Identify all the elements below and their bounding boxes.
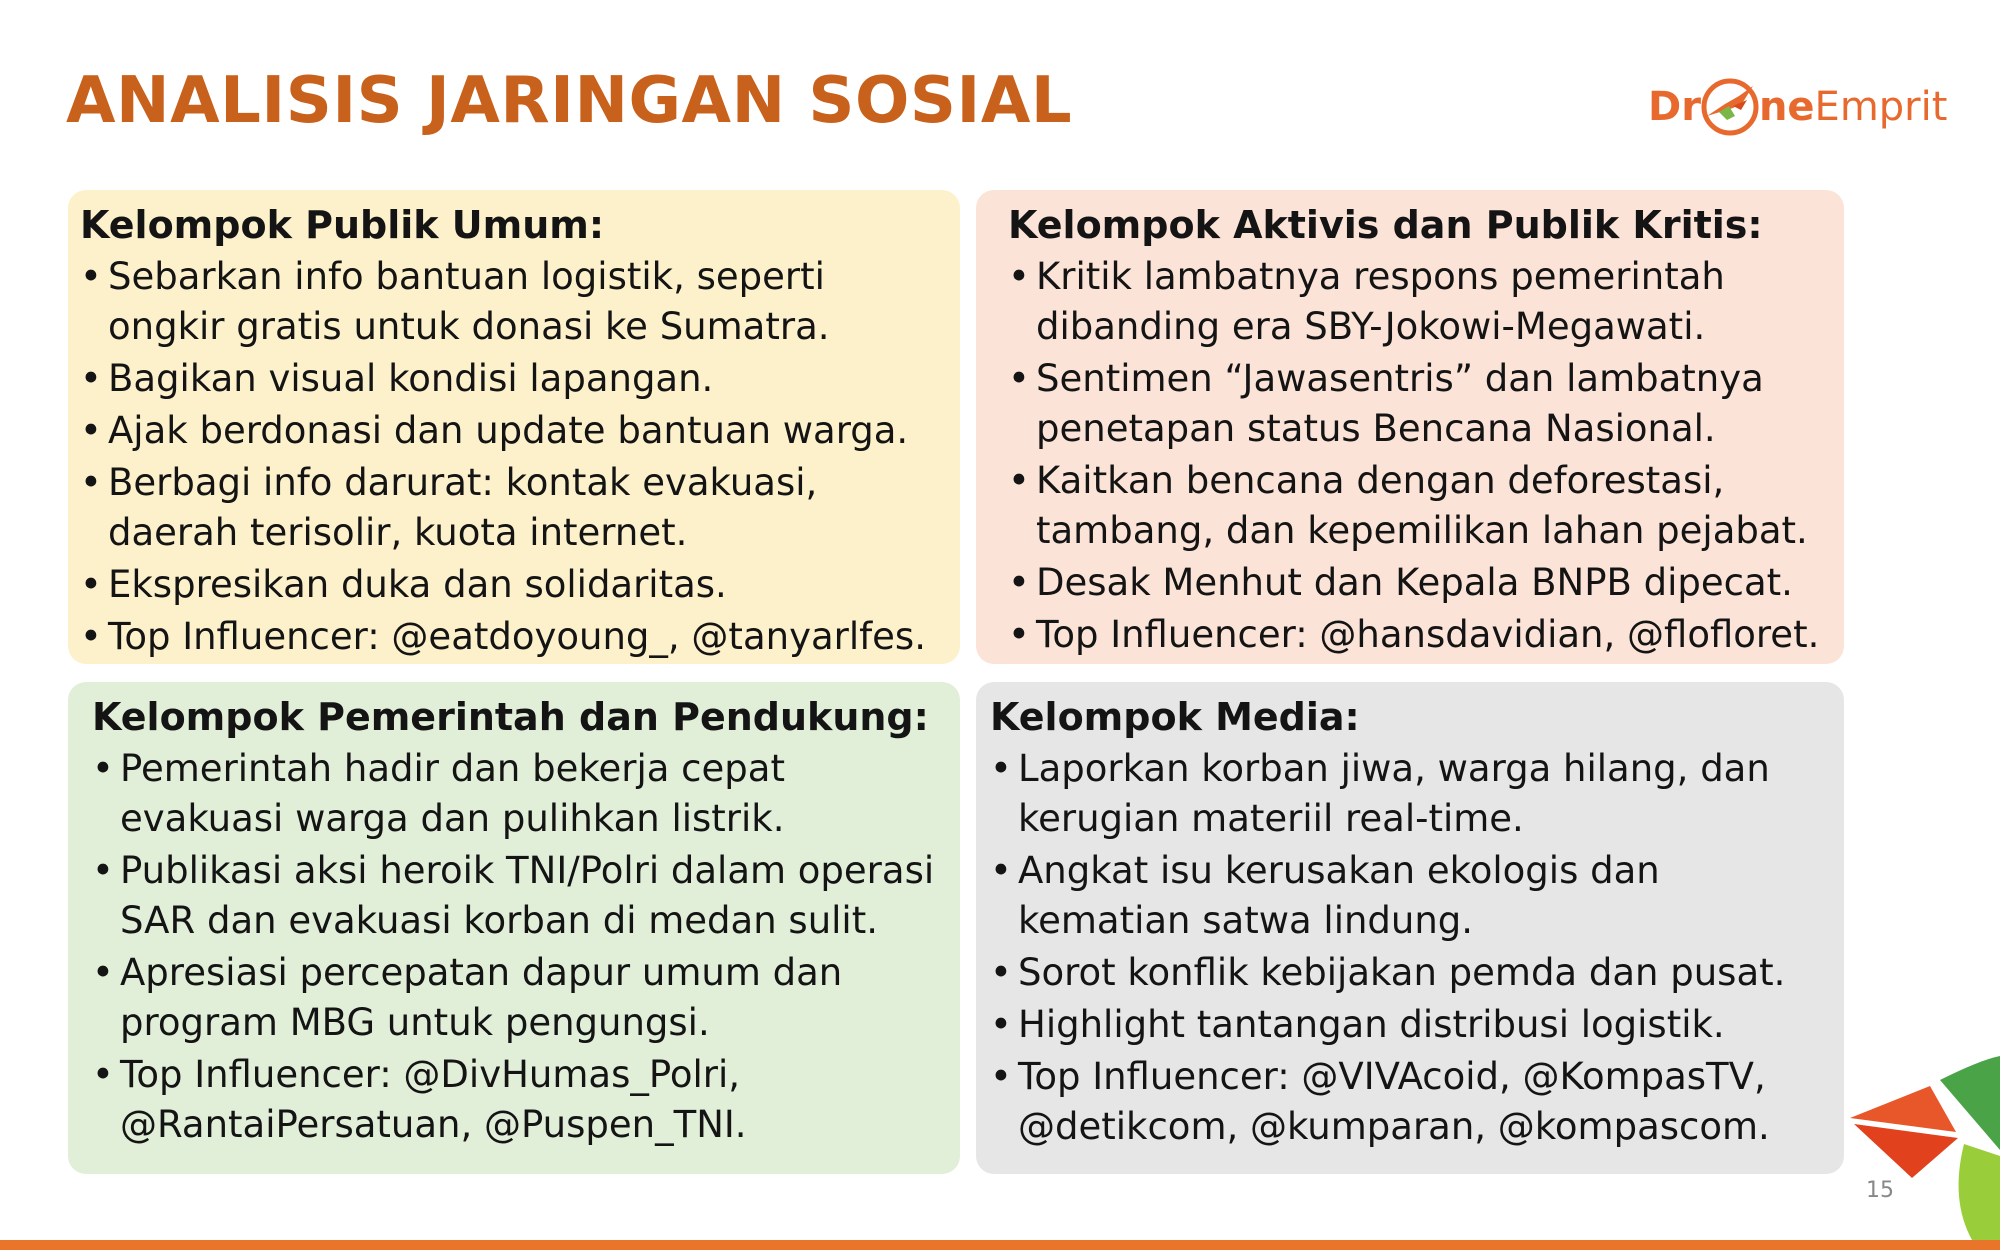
list-item: • Kritik lambatnya respons pemerintah dibanding era SBY-Jokowi-Megawati.	[1008, 252, 1796, 352]
card-media	[976, 682, 1844, 1174]
brand-logo	[1648, 72, 1947, 142]
list-item: • Sorot konflik kebijakan pemda dan pusat.	[990, 948, 1844, 998]
list-item: • Ajak berdonasi dan update bantuan warga.	[80, 406, 960, 456]
list-item: • Pemerintah hadir dan bekerja cepat evakuasi warga dan pulihkan listrik.	[92, 744, 880, 844]
list-item: • Top Influencer: @hansdavidian, @flofloret.	[1008, 610, 1844, 660]
page-title: ANALISIS JARINGAN SOSIAL	[66, 64, 1073, 138]
list-item: • Kaitkan bencana dengan deforestasi, tambang, dan kepemilikan lahan pejabat.	[1008, 456, 1846, 556]
card-heading: Kelompok Aktivis dan Publik Kritis:	[1008, 203, 1763, 247]
card-heading: Kelompok Pemerintah dan Pendukung:	[92, 695, 929, 739]
drone-bird-icon	[1699, 76, 1761, 138]
list-item: • Desak Menhut dan Kepala BNPB dipecat.	[1008, 558, 1844, 608]
logo-text-part2: ne	[1758, 84, 1815, 130]
footer-accent-bar	[0, 1240, 2000, 1250]
bullet-list	[1008, 252, 1844, 660]
bullet-list	[92, 744, 960, 1150]
logo-text-part3: Emprit	[1814, 84, 1948, 130]
list-item: • Ekspresikan duka dan solidaritas.	[80, 560, 960, 610]
list-item: • Bagikan visual kondisi lapangan.	[80, 354, 960, 404]
card-aktivis-publik-kritis	[976, 190, 1844, 664]
list-item: • Top Influencer: @DivHumas_Polri, @RantaiPersatuan, @Puspen_TNI.	[92, 1050, 820, 1150]
card-heading: Kelompok Publik Umum:	[80, 203, 605, 247]
decorative-corner-shape	[1840, 1040, 2000, 1240]
page-number: 15	[1866, 1178, 1894, 1203]
card-pemerintah-pendukung	[68, 682, 960, 1174]
list-item: • Top Influencer: @eatdoyoung_, @tanyarlfes.	[80, 612, 960, 662]
list-item: • Highlight tantangan distribusi logistik.	[990, 1000, 1844, 1050]
logo-text-part1: Dr	[1648, 84, 1701, 130]
card-publik-umum	[68, 190, 960, 664]
list-item: • Sebarkan info bantuan logistik, seperti ongkir gratis untuk donasi ke Sumatra.	[80, 252, 948, 352]
list-item: • Laporkan korban jiwa, warga hilang, dan kerugian materiil real-time.	[990, 744, 1818, 844]
card-heading: Kelompok Media:	[990, 695, 1360, 739]
list-item: • Sentimen “Jawasentris” dan lambatnya penetapan status Bencana Nasional.	[1008, 354, 1826, 454]
list-item: • Berbagi info darurat: kontak evakuasi, daerah terisolir, kuota internet.	[80, 458, 948, 558]
list-item: • Angkat isu kerusakan ekologis dan kematian satwa lindung.	[990, 846, 1718, 946]
list-item: • Publikasi aksi heroik TNI/Polri dalam operasi SAR dan evakuasi korban di medan sulit.	[92, 846, 960, 946]
list-item: • Apresiasi percepatan dapur umum dan program MBG untuk pengungsi.	[92, 948, 910, 1048]
list-item: • Top Influencer: @VIVAcoid, @KompasTV, @detikcom, @kumparan, @kompascom.	[990, 1052, 1838, 1152]
bullet-list	[80, 252, 960, 662]
bullet-list	[990, 744, 1844, 1152]
